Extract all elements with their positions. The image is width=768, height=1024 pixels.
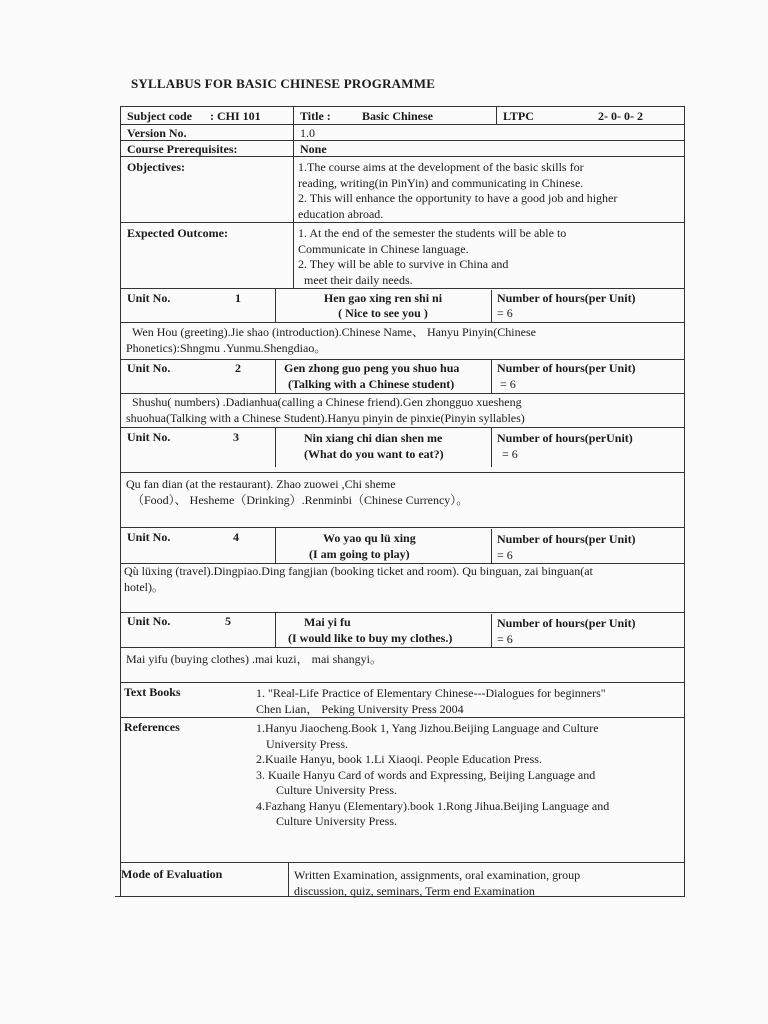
- unit-content: [126, 477, 468, 508]
- table-rule: [275, 427, 276, 467]
- unit-content: [124, 564, 593, 595]
- course-title-label: Title :: [300, 109, 331, 123]
- text-books-label: Text Books: [124, 685, 181, 699]
- text-book-line: Chen Lian， Peking University Press 2004: [256, 701, 464, 716]
- unit-content-line: Mai yifu (buying clothes) .mai kuzi， mai shangyi。: [126, 652, 382, 666]
- unit-content: [126, 395, 525, 426]
- unit-hours-label: Number of hours(perUnit): [497, 431, 633, 445]
- unit-title-english: (What do you want to eat?): [304, 447, 444, 461]
- unit-content-line: shuohua(Talking with a Chinese Student).Hanyu pinyin de pinxie(Pinyin syllables): [126, 410, 525, 425]
- unit-content-line: Wen Hou (greeting).Jie shao (introduction).Chinese Name、 Hanyu Pinyin(Chinese: [132, 325, 536, 339]
- table-rule: [288, 862, 289, 896]
- reference-line: 4.Fazhang Hanyu (Elementary).book 1.Rong Jihua.Beijing Language and: [256, 798, 610, 813]
- table-rule: [120, 288, 685, 289]
- prerequisites-label: Course Prerequisites:: [127, 142, 238, 156]
- subject-code-value: : CHI 101: [210, 109, 261, 123]
- unit-content: [126, 652, 382, 668]
- table-rule: [491, 529, 492, 563]
- table-rule: [120, 682, 685, 683]
- table-rule: [120, 612, 685, 613]
- outcome-label: Expected Outcome:: [127, 226, 228, 240]
- objectives-text: [298, 160, 617, 222]
- objective-line: 2. This will enhance the opportunity to have a good job and higher: [298, 191, 618, 205]
- reference-line: 3. Kuaile Hanyu Card of words and Expressing, Beijing Language and: [256, 767, 596, 782]
- evaluation-line: discussion, quiz, seminars, Term end Examination: [294, 883, 535, 898]
- unit-hours-label: Number of hours(per Unit): [497, 291, 636, 305]
- outcome-line: 2. They will be able to survive in China and: [298, 257, 509, 271]
- table-rule: [491, 290, 492, 322]
- unit-hours-label: Number of hours(per Unit): [497, 616, 636, 630]
- unit-hours-value: = 6: [497, 548, 513, 562]
- evaluation-label: Mode of Evaluation: [121, 867, 223, 881]
- objective-line: reading, writing(in PinYin) and communicating in Chinese.: [298, 175, 584, 190]
- prerequisites-value: None: [300, 142, 327, 156]
- unit-title-pinyin: Gen zhong guo peng you shuo hua: [284, 361, 460, 375]
- ltpc-label: LTPC: [503, 109, 534, 123]
- unit-content-line: hotel)。: [124, 579, 164, 594]
- unit-label: Unit No.: [127, 430, 171, 444]
- text-book-line: 1. "Real-Life Practice of Elementary Chinese---Dialogues for beginners": [256, 686, 606, 700]
- unit-content-line: Phonetics):Shngmu .Yunmu.Shengdiao。: [126, 340, 327, 355]
- unit-hours-value: = 6: [500, 377, 516, 391]
- table-rule: [120, 717, 685, 718]
- reference-line: University Press.: [266, 736, 348, 751]
- table-rule: [120, 527, 685, 528]
- outcome-text: [298, 226, 566, 288]
- evaluation-text: [294, 868, 580, 899]
- unit-hours-value: = 6: [497, 632, 513, 646]
- ltpc-value: 2- 0- 0- 2: [598, 109, 643, 123]
- table-rule: [496, 106, 497, 124]
- unit-label: Unit No.: [127, 530, 171, 544]
- reference-line: 2.Kuaile Hanyu, book 1.Li Xiaoqi. People Education Press.: [256, 752, 542, 766]
- unit-title-english: (Talking with a Chinese student): [288, 377, 455, 391]
- unit-hours-value: = 6: [497, 306, 513, 320]
- unit-content-line: Qu fan dian (at the restaurant). Zhao zuowei ,Chi sheme: [126, 477, 396, 491]
- table-rule: [115, 896, 685, 897]
- references-label: References: [124, 720, 180, 734]
- table-rule: [491, 614, 492, 647]
- unit-title-english: (I would like to buy my clothes.): [288, 631, 453, 645]
- table-rule: [120, 222, 685, 223]
- table-rule: [120, 124, 685, 125]
- table-rule: [120, 359, 685, 360]
- course-title-value: Basic Chinese: [362, 109, 434, 123]
- reference-line: Culture University Press.: [276, 783, 397, 797]
- unit-number: 3: [233, 430, 239, 444]
- unit-title-english: (I am going to play): [309, 547, 410, 561]
- unit-label: Unit No.: [127, 614, 171, 628]
- unit-hours-label: Number of hours(per Unit): [497, 361, 636, 375]
- table-rule: [120, 322, 685, 323]
- table-rule: [120, 472, 685, 473]
- evaluation-line: Written Examination, assignments, oral examination, group: [294, 868, 581, 882]
- unit-hours-label: Number of hours(per Unit): [497, 532, 636, 546]
- unit-title-pinyin: Hen gao xing ren shi ni: [323, 291, 443, 305]
- outcome-line: Communicate in Chinese language.: [298, 241, 469, 256]
- table-rule: [275, 612, 276, 647]
- subject-code-label: Subject code: [127, 109, 192, 123]
- unit-number: 5: [225, 614, 231, 628]
- document-title: SYLLABUS FOR BASIC CHINESE PROGRAMME: [131, 76, 436, 91]
- table-rule: [120, 106, 685, 107]
- table-rule: [120, 647, 685, 648]
- reference-line: Culture University Press.: [276, 814, 397, 828]
- table-rule: [120, 106, 121, 896]
- unit-title-pinyin: Mai yi fu: [304, 615, 351, 629]
- objectives-label: Objectives:: [127, 160, 185, 174]
- unit-label: Unit No.: [127, 291, 171, 305]
- unit-content-line: （Food）、 Hesheme（Drinking）.Renminbi（Chinese Currency）。: [132, 492, 469, 507]
- reference-line: 1.Hanyu Jiaocheng.Book 1, Yang Jizhou.Beijing Language and Culture: [256, 721, 599, 735]
- text-books-text: [256, 686, 606, 717]
- table-rule: [491, 427, 492, 467]
- unit-hours-value: = 6: [502, 447, 518, 461]
- unit-title-english: ( Nice to see you ): [338, 306, 428, 320]
- unit-title-pinyin: Wo yao qu lü xing: [323, 531, 416, 545]
- unit-number: 4: [233, 530, 239, 544]
- unit-number: 1: [235, 291, 241, 305]
- unit-number: 2: [235, 361, 241, 375]
- outcome-line: 1. At the end of the semester the students will be able to: [298, 226, 567, 240]
- table-rule: [275, 527, 276, 563]
- version-value: 1.0: [300, 126, 315, 140]
- table-rule: [275, 359, 276, 393]
- table-rule: [293, 106, 294, 289]
- version-label: Version No.: [127, 126, 187, 140]
- unit-content: [126, 325, 536, 356]
- unit-label: Unit No.: [127, 361, 171, 375]
- table-rule: [120, 393, 685, 394]
- objective-line: education abroad.: [298, 206, 384, 221]
- outcome-line: meet their daily needs.: [304, 272, 413, 287]
- unit-content-line: Qù lüxing (travel).Dingpiao.Ding fangjian (booking ticket and room). Qu binguan, zai binguan(at: [124, 564, 593, 578]
- unit-content-line: Shushu( numbers) .Dadianhua(calling a Chinese friend).Gen zhongguo xuesheng: [132, 395, 522, 409]
- objective-line: 1.The course aims at the development of the basic skills for: [298, 160, 584, 174]
- references-text: [256, 721, 609, 830]
- unit-title-pinyin: Nin xiang chi dian shen me: [304, 431, 443, 445]
- table-rule: [120, 862, 685, 863]
- table-rule: [120, 427, 685, 428]
- table-rule: [491, 359, 492, 393]
- table-rule: [684, 106, 685, 896]
- table-rule: [120, 140, 685, 141]
